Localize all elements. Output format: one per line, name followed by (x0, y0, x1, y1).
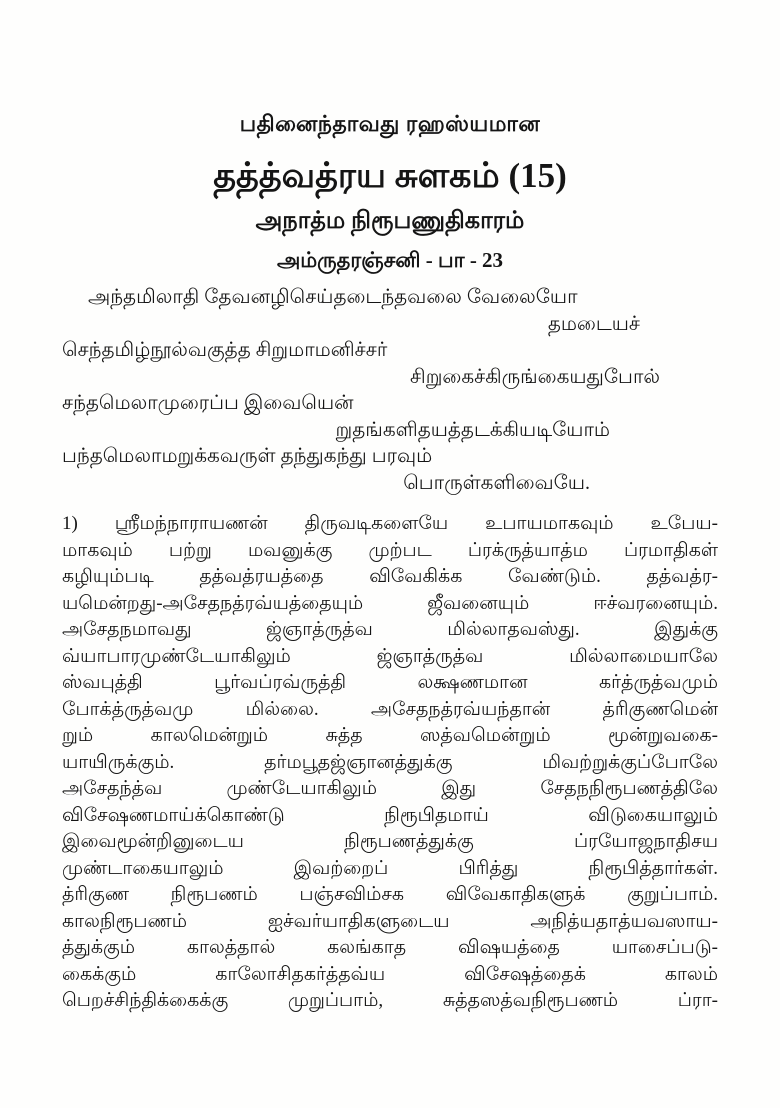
text-line: அசேதந்த்வ முண்டேயாகிலும் இது சேதநநிரூபணத்திலே (62, 778, 718, 799)
text-line: கழியும்படி தத்வத்ரயத்தை விவேகிக்க வேண்டும். தத்வத்ர- (62, 566, 718, 587)
text-line: இவைமூன்றினுடைய நிரூபணத்துக்கு ப்ரயோஜநாதிசய (62, 831, 718, 852)
verse-block (62, 284, 718, 496)
text-line: த்துக்கும் காலத்தால் கலங்காத விஷயத்தை யாசைப்படு- (62, 937, 718, 958)
verse-line: அந்தமிலாதி தேவனழிசெய்தடைந்தவலை வேலையோ (88, 286, 578, 308)
text-line: யமென்றது-அசேதநத்ரவ்யத்தையும் ஜீவனையும் ஈச்வரனையும். (62, 592, 718, 614)
text-line: முண்டாகையாலும் இவற்றைப் பிரித்து நிரூபித்தார்கள். (62, 857, 718, 879)
text-line: கைக்கும் காலோசிதகர்த்தவ்ய விசேஷத்தைக் காலம் (62, 963, 718, 985)
text-line: போக்த்ருத்வமு மில்லை. அசேதநத்ரவ்யந்தான் த்ரிகுணமென் (62, 698, 718, 720)
text-line: த்ரிகுண நிரூபணம் பஞ்சவிம்சக விவேகாதிகளுக் குறுப்பாம். (62, 884, 718, 905)
text-line: விசேஷணமாய்க்கொண்டு நிரூபிதமாய் விடுகையாலும் (62, 804, 718, 826)
section-subtitle: அநாத்ம நிரூபணுதிகாரம் (255, 208, 525, 234)
text-line: பெறச்சிந்திக்கைக்கு முறுப்பாம், சுத்தஸத்வநிரூபணம் ப்ரா- (62, 990, 718, 1011)
text-line: மாகவும் பற்று மவனுக்கு முற்பட ப்ரக்ருத்யாத்ம ப்ரமாதிகள் (62, 539, 718, 561)
text-line: யாயிருக்கும். தர்மபூதஜ்ஞானத்துக்கு மிவற்றுக்குப்போலே (62, 751, 718, 773)
text-line: 1) ஸ்ரீமந்நாராயணன் திருவடிகளையே உபாயமாகவும் உபேய- (62, 513, 718, 534)
verse-line: றுதங்களிதயத்தடக்கியடியோம் (335, 418, 610, 441)
verse-line: சிறுகைச்கிருங்கையதுபோல் (410, 365, 660, 388)
verse-line: பந்தமெலாமறுக்கவருள் தந்துகந்து பரவும் (62, 445, 433, 467)
commentary-paragraph (62, 511, 718, 1015)
verse-line: தமடையச் (547, 312, 640, 335)
page-title: தத்த்வத்ரய சுளகம் (15) (213, 156, 567, 195)
text-line: றும் காலமென்றும் சுத்த ஸத்வமென்றும் மூன்றுவகை- (62, 725, 718, 746)
verse-line: பொருள்களிவையே. (403, 471, 590, 494)
text-line: ஸ்வபுத்தி பூர்வப்ரவ்ருத்தி லக்ஷணமான கர்த்ருத்வமும் (62, 672, 718, 693)
verse-line: செந்தமிழ்நூல்வகுத்த சிறுமாமனிச்சர் (62, 339, 388, 361)
text-line: அசேதநமாவது ஜ்ஞாத்ருத்வ மில்லாதவஸ்து. இதுக்கு (62, 619, 718, 640)
verse-reference: அம்ருதரஞ்சனி - பா - 23 (276, 248, 504, 272)
chapter-header: பதினைந்தாவது ரஹஸ்யமான (239, 111, 541, 136)
verse-line: சந்தமெலாமுரைப்ப இவையென் (62, 392, 354, 414)
text-line: காலநிரூபணம் ஐச்வர்யாதிகளுடைய அநித்யதாத்யவஸாய- (62, 910, 718, 932)
text-line: வ்யாபாரமுண்டேயாகிலும் ஜ்ஞாத்ருத்வ மில்லாமையாலே (62, 645, 718, 667)
page-content (0, 110, 780, 1015)
